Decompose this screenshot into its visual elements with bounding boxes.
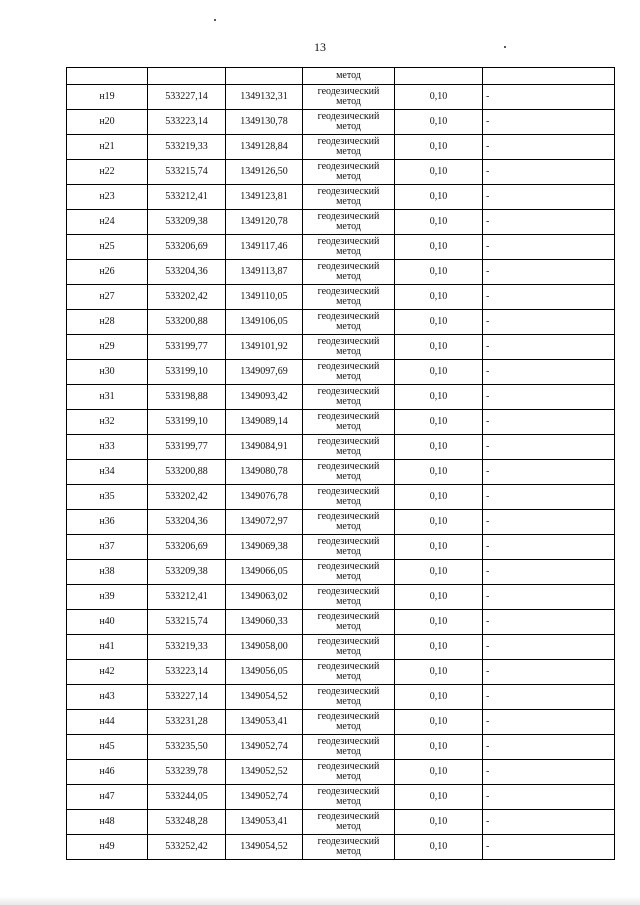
y-coordinate-cell: 1349101,92	[226, 335, 303, 360]
method-line-1: геодезический	[317, 261, 380, 272]
accuracy-cell: 0,10	[395, 285, 483, 310]
point-name-cell: н42	[67, 660, 148, 685]
continuation-row	[67, 68, 615, 85]
y-coordinate-cell: 1349052,52	[226, 760, 303, 785]
table-row	[67, 835, 615, 860]
table-row	[67, 85, 615, 110]
method-line-2: метод	[336, 571, 361, 582]
y-coordinate-cell: 1349054,52	[226, 835, 303, 860]
x-coordinate-cell: 533248,28	[148, 810, 226, 835]
method-line-2: метод	[336, 521, 361, 532]
y-coordinate-cell: 1349060,33	[226, 610, 303, 635]
method-cell	[303, 835, 395, 860]
table-row	[67, 435, 615, 460]
accuracy-cell: 0,10	[395, 310, 483, 335]
y-coordinate-cell: 1349069,38	[226, 535, 303, 560]
x-coordinate-cell: 533212,41	[148, 185, 226, 210]
x-coordinate-cell: 533227,14	[148, 85, 226, 110]
method-line-1: геодезический	[317, 761, 380, 772]
description-cell: -	[483, 210, 615, 235]
method-cell	[303, 785, 395, 810]
method-line-1: геодезический	[317, 236, 380, 247]
y-coordinate-cell: 1349084,91	[226, 435, 303, 460]
method-line-1: геодезический	[317, 311, 380, 322]
point-name-cell: н25	[67, 235, 148, 260]
method-cell	[303, 385, 395, 410]
method-cell	[303, 285, 395, 310]
y-coordinate-cell: 1349117,46	[226, 235, 303, 260]
description-cell: -	[483, 710, 615, 735]
description-cell: -	[483, 385, 615, 410]
method-cell	[303, 210, 395, 235]
method-line-2: метод	[336, 446, 361, 457]
accuracy-cell: 0,10	[395, 560, 483, 585]
point-name-cell: н43	[67, 685, 148, 710]
method-line-2: метод	[336, 796, 361, 807]
method-line-2: метод	[336, 646, 361, 657]
description-cell: -	[483, 135, 615, 160]
x-coordinate-cell: 533204,36	[148, 510, 226, 535]
x-coordinate-cell: 533235,50	[148, 735, 226, 760]
accuracy-cell: 0,10	[395, 785, 483, 810]
method-line-1: геодезический	[317, 286, 380, 297]
description-cell: -	[483, 260, 615, 285]
method-line-2: метод	[336, 546, 361, 557]
description-cell: -	[483, 735, 615, 760]
table-row	[67, 585, 615, 610]
table-row	[67, 660, 615, 685]
table-row	[67, 160, 615, 185]
x-coordinate-cell: 533200,88	[148, 310, 226, 335]
point-name-cell: н34	[67, 460, 148, 485]
method-line-2: метод	[336, 721, 361, 732]
y-coordinate-cell: 1349123,81	[226, 185, 303, 210]
method-line-1: геодезический	[317, 211, 380, 222]
point-name-cell: н32	[67, 410, 148, 435]
table-row	[67, 135, 615, 160]
accuracy-cell: 0,10	[395, 110, 483, 135]
point-name-cell: н36	[67, 510, 148, 535]
method-cell	[303, 510, 395, 535]
method-cell	[303, 460, 395, 485]
table-row	[67, 385, 615, 410]
description-cell: -	[483, 285, 615, 310]
y-coordinate-cell: 1349053,41	[226, 810, 303, 835]
x-coordinate-cell: 533239,78	[148, 760, 226, 785]
method-line-1: геодезический	[317, 186, 380, 197]
y-coordinate-cell: 1349106,05	[226, 310, 303, 335]
method-cell	[303, 435, 395, 460]
accuracy-cell: 0,10	[395, 810, 483, 835]
x-coordinate-cell: 533206,69	[148, 535, 226, 560]
point-name-cell: н48	[67, 810, 148, 835]
method-line-2: метод	[336, 121, 361, 132]
method-line-2: метод	[336, 771, 361, 782]
description-cell: -	[483, 335, 615, 360]
description-cell	[483, 68, 615, 85]
y-coordinate-cell: 1349076,78	[226, 485, 303, 510]
description-cell: -	[483, 310, 615, 335]
x-coordinate-cell: 533200,88	[148, 460, 226, 485]
x-coordinate-cell: 533209,38	[148, 560, 226, 585]
method-cell	[303, 85, 395, 110]
method-cell	[303, 685, 395, 710]
accuracy-cell: 0,10	[395, 485, 483, 510]
accuracy-cell: 0,10	[395, 185, 483, 210]
table-row	[67, 760, 615, 785]
y-coordinate-cell: 1349110,05	[226, 285, 303, 310]
x-coordinate-cell: 533215,74	[148, 160, 226, 185]
y-coordinate-cell: 1349072,97	[226, 510, 303, 535]
method-cell	[303, 760, 395, 785]
method-cell	[303, 810, 395, 835]
method-line-1: геодезический	[317, 836, 380, 847]
method-cell	[303, 535, 395, 560]
method-line-1: геодезический	[317, 786, 380, 797]
point-name-cell: н47	[67, 785, 148, 810]
y-coordinate-cell: 1349128,84	[226, 135, 303, 160]
method-line-1: геодезический	[317, 511, 380, 522]
method-line-2: метод	[336, 221, 361, 232]
point-name-cell: н44	[67, 710, 148, 735]
x-coordinate-cell: 533199,77	[148, 335, 226, 360]
method-line-2: метод	[336, 371, 361, 382]
table-row	[67, 185, 615, 210]
method-line-2: метод	[336, 146, 361, 157]
method-cell	[303, 560, 395, 585]
table-row	[67, 510, 615, 535]
point-name-cell: н19	[67, 85, 148, 110]
method-line-1: геодезический	[317, 811, 380, 822]
description-cell: -	[483, 460, 615, 485]
method-line-2: метод	[336, 196, 361, 207]
method-line-1: геодезический	[317, 111, 380, 122]
x-coordinate-cell: 533215,74	[148, 610, 226, 635]
method-line-1: геодезический	[317, 436, 380, 447]
method-line-1: геодезический	[317, 336, 380, 347]
page-number: 13	[314, 40, 326, 54]
method-cell	[303, 185, 395, 210]
method-line-1: геодезический	[317, 86, 380, 97]
x-coordinate-cell: 533244,05	[148, 785, 226, 810]
table-row	[67, 210, 615, 235]
scan-speck	[214, 19, 216, 21]
method-line-2: метод	[336, 321, 361, 332]
table-row	[67, 360, 615, 385]
y-coordinate-cell: 1349113,87	[226, 260, 303, 285]
point-name-cell: н33	[67, 435, 148, 460]
method-line-1: геодезический	[317, 586, 380, 597]
method-line-1: геодезический	[317, 386, 380, 397]
accuracy-cell: 0,10	[395, 585, 483, 610]
method-line-1: геодезический	[317, 161, 380, 172]
method-line-2: метод	[336, 346, 361, 357]
x-coordinate-cell: 533199,10	[148, 410, 226, 435]
y-coordinate-cell: 1349054,52	[226, 685, 303, 710]
x-coordinate-cell: 533209,38	[148, 210, 226, 235]
table-row	[67, 460, 615, 485]
method-line-1: геодезический	[317, 561, 380, 572]
table-row	[67, 110, 615, 135]
method-line-2: метод	[336, 671, 361, 682]
method-cell	[303, 360, 395, 385]
point-name-cell: н20	[67, 110, 148, 135]
description-cell: -	[483, 85, 615, 110]
x-coordinate-cell: 533252,42	[148, 835, 226, 860]
coordinates-table	[66, 67, 615, 860]
description-cell: -	[483, 235, 615, 260]
method-cell	[303, 260, 395, 285]
method-line-2: метод	[336, 296, 361, 307]
description-cell: -	[483, 435, 615, 460]
point-name-cell: н41	[67, 635, 148, 660]
accuracy-cell: 0,10	[395, 360, 483, 385]
method-line-2: метод	[336, 846, 361, 857]
accuracy-cell	[395, 68, 483, 85]
table-row	[67, 785, 615, 810]
description-cell: -	[483, 760, 615, 785]
accuracy-cell: 0,10	[395, 635, 483, 660]
x-coordinate-cell: 533202,42	[148, 285, 226, 310]
description-cell: -	[483, 660, 615, 685]
description-cell: -	[483, 160, 615, 185]
method-line-1: геодезический	[317, 611, 380, 622]
point-name-cell: н39	[67, 585, 148, 610]
y-coordinate-cell: 1349093,42	[226, 385, 303, 410]
point-name-cell: н21	[67, 135, 148, 160]
method-cell	[303, 310, 395, 335]
method-line-1: геодезический	[317, 711, 380, 722]
x-coordinate-cell	[148, 68, 226, 85]
y-coordinate-cell: 1349130,78	[226, 110, 303, 135]
method-line-1: геодезический	[317, 411, 380, 422]
method-cell	[303, 735, 395, 760]
table-row	[67, 485, 615, 510]
method-line-1: геодезический	[317, 661, 380, 672]
accuracy-cell: 0,10	[395, 160, 483, 185]
accuracy-cell: 0,10	[395, 685, 483, 710]
point-name-cell	[67, 68, 148, 85]
description-cell: -	[483, 685, 615, 710]
table-row	[67, 810, 615, 835]
table-row	[67, 410, 615, 435]
table-row	[67, 610, 615, 635]
table-row	[67, 560, 615, 585]
method-cell	[303, 110, 395, 135]
method-line-2: метод	[336, 471, 361, 482]
method-line-2: метод	[336, 271, 361, 282]
y-coordinate-cell: 1349120,78	[226, 210, 303, 235]
method-line-2: метод	[336, 496, 361, 507]
accuracy-cell: 0,10	[395, 335, 483, 360]
accuracy-cell: 0,10	[395, 435, 483, 460]
x-coordinate-cell: 533206,69	[148, 235, 226, 260]
method-line-2: метод	[336, 621, 361, 632]
description-cell: -	[483, 560, 615, 585]
y-coordinate-cell: 1349052,74	[226, 785, 303, 810]
y-coordinate-cell: 1349056,05	[226, 660, 303, 685]
point-name-cell: н45	[67, 735, 148, 760]
x-coordinate-cell: 533212,41	[148, 585, 226, 610]
x-coordinate-cell: 533227,14	[148, 685, 226, 710]
accuracy-cell: 0,10	[395, 210, 483, 235]
x-coordinate-cell: 533202,42	[148, 485, 226, 510]
point-name-cell: н29	[67, 335, 148, 360]
method-line-2: метод	[336, 596, 361, 607]
point-name-cell: н49	[67, 835, 148, 860]
description-cell: -	[483, 810, 615, 835]
y-coordinate-cell: 1349053,41	[226, 710, 303, 735]
description-cell: -	[483, 360, 615, 385]
x-coordinate-cell: 533219,33	[148, 135, 226, 160]
point-name-cell: н35	[67, 485, 148, 510]
x-coordinate-cell: 533199,77	[148, 435, 226, 460]
description-cell: -	[483, 410, 615, 435]
y-coordinate-cell: 1349058,00	[226, 635, 303, 660]
method-line-1: геодезический	[317, 686, 380, 697]
point-name-cell: н38	[67, 560, 148, 585]
point-name-cell: н26	[67, 260, 148, 285]
x-coordinate-cell: 533223,14	[148, 110, 226, 135]
point-name-cell: н28	[67, 310, 148, 335]
method-line-2: метод	[336, 246, 361, 257]
accuracy-cell: 0,10	[395, 760, 483, 785]
accuracy-cell: 0,10	[395, 260, 483, 285]
y-coordinate-cell: 1349132,31	[226, 85, 303, 110]
y-coordinate-cell: 1349080,78	[226, 460, 303, 485]
accuracy-cell: 0,10	[395, 535, 483, 560]
point-name-cell: н46	[67, 760, 148, 785]
method-line-1: геодезический	[317, 361, 380, 372]
method-line-1: геодезический	[317, 736, 380, 747]
description-cell: -	[483, 835, 615, 860]
method-cell	[303, 485, 395, 510]
scan-bottom-edge	[0, 896, 640, 905]
point-name-cell: н40	[67, 610, 148, 635]
accuracy-cell: 0,10	[395, 510, 483, 535]
method-line-1: геодезический	[317, 636, 380, 647]
accuracy-cell: 0,10	[395, 710, 483, 735]
method-line-2: метод	[336, 746, 361, 757]
accuracy-cell: 0,10	[395, 460, 483, 485]
table-row	[67, 335, 615, 360]
method-cell	[303, 160, 395, 185]
table-row	[67, 635, 615, 660]
point-name-cell: н30	[67, 360, 148, 385]
description-cell: -	[483, 510, 615, 535]
table-row	[67, 285, 615, 310]
y-coordinate-cell: 1349052,74	[226, 735, 303, 760]
method-cell	[303, 635, 395, 660]
method-line-1: геодезический	[317, 536, 380, 547]
accuracy-cell: 0,10	[395, 235, 483, 260]
method-cell	[303, 660, 395, 685]
table-row	[67, 535, 615, 560]
x-coordinate-cell: 533198,88	[148, 385, 226, 410]
method-cell	[303, 585, 395, 610]
description-cell: -	[483, 485, 615, 510]
x-coordinate-cell: 533223,14	[148, 660, 226, 685]
description-cell: -	[483, 635, 615, 660]
accuracy-cell: 0,10	[395, 385, 483, 410]
y-coordinate-cell: 1349063,02	[226, 585, 303, 610]
description-cell: -	[483, 185, 615, 210]
method-line-2: метод	[336, 396, 361, 407]
point-name-cell: н24	[67, 210, 148, 235]
table-row	[67, 260, 615, 285]
table-row	[67, 710, 615, 735]
method-cell	[303, 610, 395, 635]
method-cell	[303, 235, 395, 260]
y-coordinate-cell: 1349066,05	[226, 560, 303, 585]
method-line-2: метод	[336, 421, 361, 432]
description-cell: -	[483, 610, 615, 635]
table-row	[67, 735, 615, 760]
method-cell	[303, 335, 395, 360]
method-line-2: метод	[336, 171, 361, 182]
accuracy-cell: 0,10	[395, 135, 483, 160]
accuracy-cell: 0,10	[395, 835, 483, 860]
method-cell	[303, 710, 395, 735]
description-cell: -	[483, 535, 615, 560]
method-line-2: метод	[336, 96, 361, 107]
method-line-1: геодезический	[317, 486, 380, 497]
accuracy-cell: 0,10	[395, 735, 483, 760]
method-cell	[303, 135, 395, 160]
y-coordinate-cell: 1349126,50	[226, 160, 303, 185]
point-name-cell: н31	[67, 385, 148, 410]
method-cell	[303, 410, 395, 435]
x-coordinate-cell: 533231,28	[148, 710, 226, 735]
table-row	[67, 235, 615, 260]
table-row	[67, 685, 615, 710]
y-coordinate-cell: 1349097,69	[226, 360, 303, 385]
x-coordinate-cell: 533219,33	[148, 635, 226, 660]
point-name-cell: н37	[67, 535, 148, 560]
point-name-cell: н23	[67, 185, 148, 210]
x-coordinate-cell: 533204,36	[148, 260, 226, 285]
accuracy-cell: 0,10	[395, 410, 483, 435]
point-name-cell: н27	[67, 285, 148, 310]
accuracy-cell: 0,10	[395, 660, 483, 685]
point-name-cell: н22	[67, 160, 148, 185]
accuracy-cell: 0,10	[395, 85, 483, 110]
method-cell: метод	[303, 68, 395, 85]
description-cell: -	[483, 585, 615, 610]
y-coordinate-cell: 1349089,14	[226, 410, 303, 435]
method-line-2: метод	[336, 821, 361, 832]
x-coordinate-cell: 533199,10	[148, 360, 226, 385]
description-cell: -	[483, 110, 615, 135]
y-coordinate-cell	[226, 68, 303, 85]
method-line-1: геодезический	[317, 461, 380, 472]
accuracy-cell: 0,10	[395, 610, 483, 635]
description-cell: -	[483, 785, 615, 810]
table-row	[67, 310, 615, 335]
method-line-2: метод	[336, 696, 361, 707]
method-line-1: геодезический	[317, 136, 380, 147]
